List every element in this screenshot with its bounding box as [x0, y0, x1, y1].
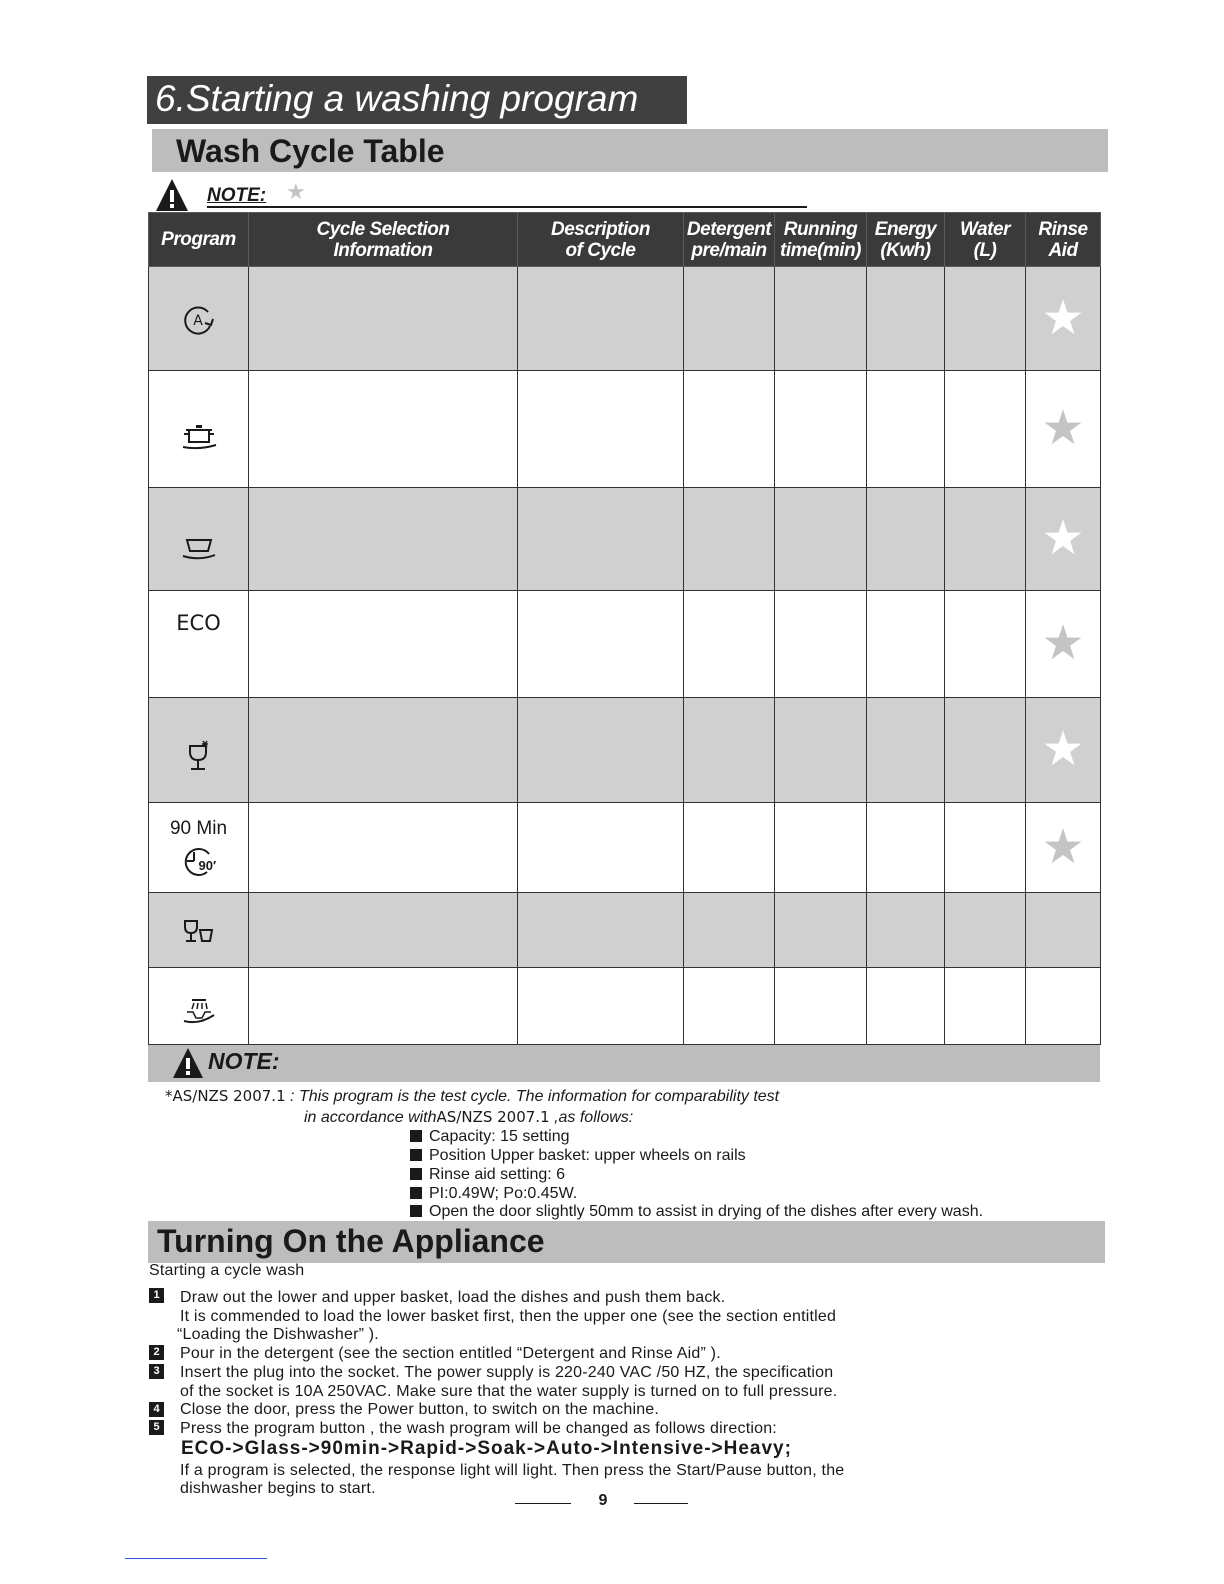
step-4-line: Close the door, press the Power button, to switch on the machine. [180, 1401, 660, 1418]
step-number-2: 2 [149, 1345, 164, 1360]
program-cell [149, 968, 249, 1045]
program-sequence: ECO->Glass->90min->Rapid->Soak->Auto->Intensive->Heavy; [181, 1438, 792, 1459]
rinse-aid-star: ★ [1041, 723, 1085, 776]
section-title-bar [147, 76, 687, 124]
step-number-4: 4 [149, 1402, 164, 1417]
test-note-label: NOTE: [208, 1048, 280, 1074]
col-program: Program [149, 213, 249, 267]
wash-cycle-table [148, 212, 1100, 1045]
section-title: 6.Starting a washing program [155, 78, 639, 119]
step-number-3: 3 [149, 1364, 164, 1379]
table-row [149, 803, 1101, 893]
test-bullet: Open the door slightly 50mm to assist in drying of the dishes after every wash. [410, 1203, 983, 1221]
program-cell [149, 893, 249, 968]
program-cell [149, 488, 249, 591]
program-cell [149, 267, 249, 371]
wash-cycle-heading-bar [152, 129, 1108, 172]
page-rule-right [634, 1503, 688, 1504]
table-row [149, 698, 1101, 803]
step-number-1: 1 [149, 1288, 164, 1303]
col-water: Water (L) [945, 213, 1026, 267]
test-note-bar [148, 1045, 1100, 1082]
test-note-line2: in accordance withAS/NZS 2007.1 ,as follows: [304, 1108, 634, 1126]
rinse-aid-star: ★ [1041, 617, 1085, 670]
table-note-label: NOTE: [207, 185, 267, 206]
table-row [149, 591, 1101, 698]
warning-icon [172, 1047, 204, 1079]
test-bullet: PI:0.49W; Po:0.45W. [410, 1185, 577, 1203]
auto-program-icon [181, 303, 217, 337]
page-number: 9 [598, 1492, 608, 1509]
step-1-line: “Loading the Dishwasher” ). [177, 1326, 379, 1343]
table-row [149, 893, 1101, 968]
step-3-line: Insert the plug into the socket. The power supply is 220-240 VAC /50 HZ, the specification [180, 1364, 834, 1381]
program-cell [149, 591, 249, 698]
eco-program-label: ECO [176, 611, 221, 635]
step-5-line: Press the program button , the wash program will be changed as follows direction: [180, 1420, 777, 1437]
test-bullet: Position Upper basket: upper wheels on rails [410, 1147, 746, 1165]
step-3-line: of the socket is 10A 250VAC. Make sure that the water supply is turned on to full pressure. [180, 1383, 838, 1400]
warning-icon [155, 178, 189, 212]
intensive-pot-icon [180, 423, 218, 453]
table-row [149, 267, 1101, 371]
program-cell [149, 371, 249, 488]
table-note-star: ★ [286, 179, 306, 204]
bottom-link-rule [125, 1558, 267, 1559]
standard-reference: *AS/NZS 2007.1 [165, 1087, 286, 1105]
col-cycle-selection: Cycle Selection Information [249, 213, 518, 267]
rapid-glass-cup-icon [182, 918, 216, 946]
step-2-line: Pour in the detergent (see the section entitled “Detergent and Rinse Aid” ). [180, 1345, 721, 1362]
turning-on-heading-bar [148, 1221, 1105, 1263]
90-min-program-label: 90 Min [169, 817, 228, 839]
program-cell [149, 803, 249, 893]
svg-text:A: A [192, 313, 203, 329]
after-line: If a program is selected, the response light will light. Then press the Start/Pause button, the [180, 1462, 845, 1479]
rinse-aid-star: ★ [1041, 512, 1085, 565]
test-note-line1: *AS/NZS 2007.1 : This program is the test cycle. The information for comparability test [165, 1087, 780, 1105]
table-note-row [155, 178, 810, 210]
table-row [149, 968, 1101, 1045]
glass-program-icon [186, 740, 212, 774]
wash-cycle-heading: Wash Cycle Table [176, 133, 445, 169]
universal-bowl-icon [181, 536, 217, 562]
col-energy: Energy (Kwh) [867, 213, 945, 267]
after-line: dishwasher begins to start. [180, 1480, 376, 1497]
col-detergent: Detergent pre/main [684, 213, 775, 267]
test-bullet: Rinse aid setting: 6 [410, 1166, 565, 1184]
timer-90-text: 90′ [198, 857, 217, 873]
table-row [149, 488, 1101, 591]
step-number-5: 5 [149, 1420, 164, 1435]
turning-on-heading: Turning On the Appliance [157, 1223, 545, 1259]
rinse-aid-star: ★ [1041, 291, 1085, 345]
table-row [149, 371, 1101, 488]
table-note-underline [207, 206, 807, 208]
col-description: Description of Cycle [518, 213, 684, 267]
col-running-time: Running time(min) [775, 213, 867, 267]
program-cell [149, 698, 249, 803]
step-1-line: It is commended to load the lower basket first, then the upper one (see the section entitled [180, 1308, 837, 1325]
page-rule-left [515, 1503, 571, 1504]
test-bullet: Capacity: 15 setting [410, 1128, 570, 1146]
turning-on-intro: Starting a cycle wash [149, 1262, 305, 1279]
col-rinse-aid: Rinse Aid [1026, 213, 1101, 267]
step-1-line: Draw out the lower and upper basket, load the dishes and push them back. [180, 1289, 726, 1306]
timer-90-icon [179, 844, 219, 878]
rinse-aid-star: ★ [1041, 402, 1085, 455]
rinse-aid-star: ★ [1041, 820, 1085, 874]
soak-rinse-icon [182, 997, 216, 1025]
table-header-row [149, 213, 1101, 267]
